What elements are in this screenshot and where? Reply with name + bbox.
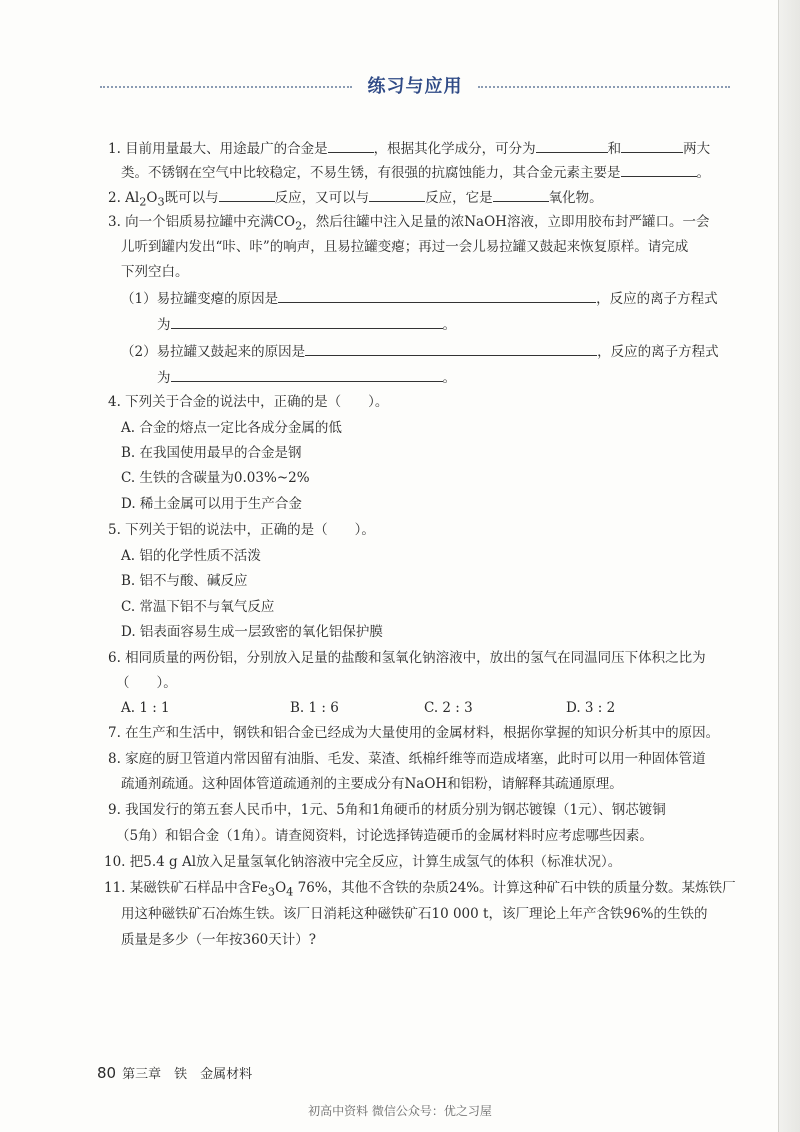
question-4-stem: 4. 下列关于合金的说法中，正确的是（ ）。 (108, 394, 389, 410)
answer-blank (219, 187, 275, 202)
question-8-line-1: 8. 家庭的厨卫管道内常因留有油脂、毛发、菜渣、纸棉纤维等而造成堵塞，此时可以用一种固体管道 (108, 751, 706, 767)
q11-text: 11. 某磁铁矿石样品中含Fe (104, 880, 268, 896)
subscript: 3 (157, 195, 165, 209)
question-2 (108, 187, 603, 213)
question-3-line-1 (108, 212, 709, 237)
source-note: 初高中资料 微信公众号：优之习屋 (308, 1104, 492, 1118)
q1-text: ，根据其化学成分，可分为 (373, 141, 536, 157)
question-3-part-2 (121, 341, 719, 362)
q1-text: 类。不锈钢在空气中比较稳定，不易生锈，有很强的抗腐蚀能力，其合金元素主要是 (121, 165, 621, 181)
question-3-line-2: 儿听到罐内发出“咔、咔”的响声，且易拉罐变瘪；再过一会儿易拉罐又鼓起来恢复原样。请完成 (121, 239, 689, 255)
header-dotted-rule-left (100, 86, 352, 88)
q3-text: 为 (157, 370, 171, 386)
page-edge (778, 0, 800, 1132)
question-11-line-3: 质量是多少（一年按360天计）? (121, 932, 317, 948)
question-5-option-a: A. 铝的化学性质不活泼 (121, 548, 261, 564)
q3-text: （2）易拉罐又鼓起来的原因是 (121, 344, 306, 360)
q3-text: 。 (442, 317, 456, 333)
q2-text: 2. Al (108, 190, 140, 206)
question-4-option-a: A. 合金的熔点一定比各成分金属的低 (121, 420, 342, 436)
answer-blank (171, 367, 443, 382)
question-1-line-2 (121, 162, 710, 183)
question-6-option-d: D. 3 : 2 (566, 700, 616, 716)
q11-text: O (275, 880, 287, 896)
question-7: 7. 在生产和生活中，钢铁和铝合金已经成为大量使用的金属材料，根据你掌握的知识分析其中的原因。 (108, 725, 720, 741)
subscript: 2 (139, 195, 147, 209)
question-6-option-a: A. 1 : 1 (121, 700, 170, 716)
question-5-option-d: D. 铝表面容易生成一层致密的氧化铝保护膜 (121, 624, 383, 640)
page-number: 80 (97, 1064, 117, 1082)
question-9-line-1: 9. 我国发行的第五套人民币中，1元、5角和1角硬币的材质分别为钢芯镀镍（1元）、钢芯镀铜 (108, 802, 666, 818)
answer-blank (305, 341, 597, 356)
subscript: 3 (267, 885, 276, 899)
question-6-line-2: （ ）。 (116, 675, 177, 691)
answer-blank (536, 138, 608, 153)
question-6-option-b: B. 1 : 6 (290, 700, 339, 716)
header-dotted-rule-right (478, 86, 730, 88)
q1-text: 两大 (683, 141, 711, 157)
q3-text: ，然后往罐中注入足量的浓NaOH溶液，立即用胶布封严罐口。一会 (302, 214, 710, 230)
answer-blank (493, 187, 549, 202)
q11-text: 76%，其他不含铁的杂质24%。计算这种矿石中铁的质量分数。某炼铁厂 (293, 880, 736, 896)
question-5-stem: 5. 下列关于铝的说法中，正确的是（ ）。 (108, 522, 375, 538)
q3-text: ，反应的离子方程式 (596, 291, 718, 307)
q3-text: ，反应的离子方程式 (597, 344, 719, 360)
q3-text: 为 (157, 317, 171, 333)
q1-text: 和 (607, 141, 622, 157)
answer-blank (278, 288, 596, 303)
q3-text: 。 (442, 370, 456, 386)
section-header (100, 72, 730, 102)
q3-text: （1）易拉罐变瘪的原因是 (121, 291, 279, 307)
q2-text: 既可以与 (164, 190, 219, 206)
answer-blank (171, 314, 443, 329)
question-3-part-2-equation (157, 367, 456, 388)
question-5-option-b: B. 铝不与酸、碱反应 (121, 573, 248, 589)
question-4-option-c: C. 生铁的含碳量为0.03%~2% (121, 470, 310, 486)
q2-text: 反应，又可以与 (274, 190, 370, 206)
question-3-line-3: 下列空白。 (121, 264, 189, 280)
subscript: 2 (295, 219, 303, 233)
question-6-line-1: 6. 相同质量的两份铝，分别放入足量的盐酸和氢氧化钠溶液中，放出的氢气在同温同压下体积之比为 (108, 650, 706, 666)
question-4-option-b: B. 在我国使用最早的合金是钢 (121, 445, 302, 461)
q1-text: 1. 目前用量最大、用途最广的合金是 (108, 141, 328, 157)
question-5-option-c: C. 常温下铝不与氧气反应 (121, 599, 275, 615)
question-8-line-2: 疏通剂疏通。这种固体管道疏通剂的主要成分有NaOH和铝粉，请解释其疏通原理。 (121, 776, 623, 792)
answer-blank (621, 138, 683, 153)
question-9-line-2: （5角）和铝合金（1角）。请查阅资料，讨论选择铸造硬币的金属材料时应考虑哪些因素。 (116, 828, 653, 844)
question-3-part-1-equation (157, 314, 456, 335)
question-11-line-1 (104, 878, 736, 903)
question-1-line-1 (108, 138, 710, 159)
question-11-line-2: 用这种磁铁矿石冶炼生铁。该厂日消耗这种磁铁矿石10 000 t，该厂理论上年产含铁96%的生铁的 (121, 906, 708, 922)
q2-text: O (146, 190, 158, 206)
question-6-option-c: C. 2 : 3 (424, 700, 473, 716)
question-3-part-1 (121, 288, 718, 309)
q2-text: 反应，它是 (425, 190, 493, 206)
q3-text: 3. 向一个铝质易拉罐中充满CO (108, 214, 296, 230)
question-4-option-d: D. 稀土金属可以用于生产合金 (121, 496, 302, 512)
answer-blank (621, 162, 697, 177)
question-10: 10. 把5.4 g Al放入足量氢氧化钠溶液中完全反应，计算生成氢气的体积（标准状况）。 (104, 854, 622, 870)
page-footer (97, 1063, 252, 1082)
subscript: 4 (286, 885, 294, 899)
answer-blank (328, 138, 374, 153)
q1-text: 。 (696, 165, 710, 181)
answer-blank (369, 187, 425, 202)
section-title: 练习与应用 (367, 76, 463, 97)
chapter-title: 第三章 铁 金属材料 (122, 1067, 253, 1082)
q2-text: 氧化物。 (548, 190, 603, 206)
